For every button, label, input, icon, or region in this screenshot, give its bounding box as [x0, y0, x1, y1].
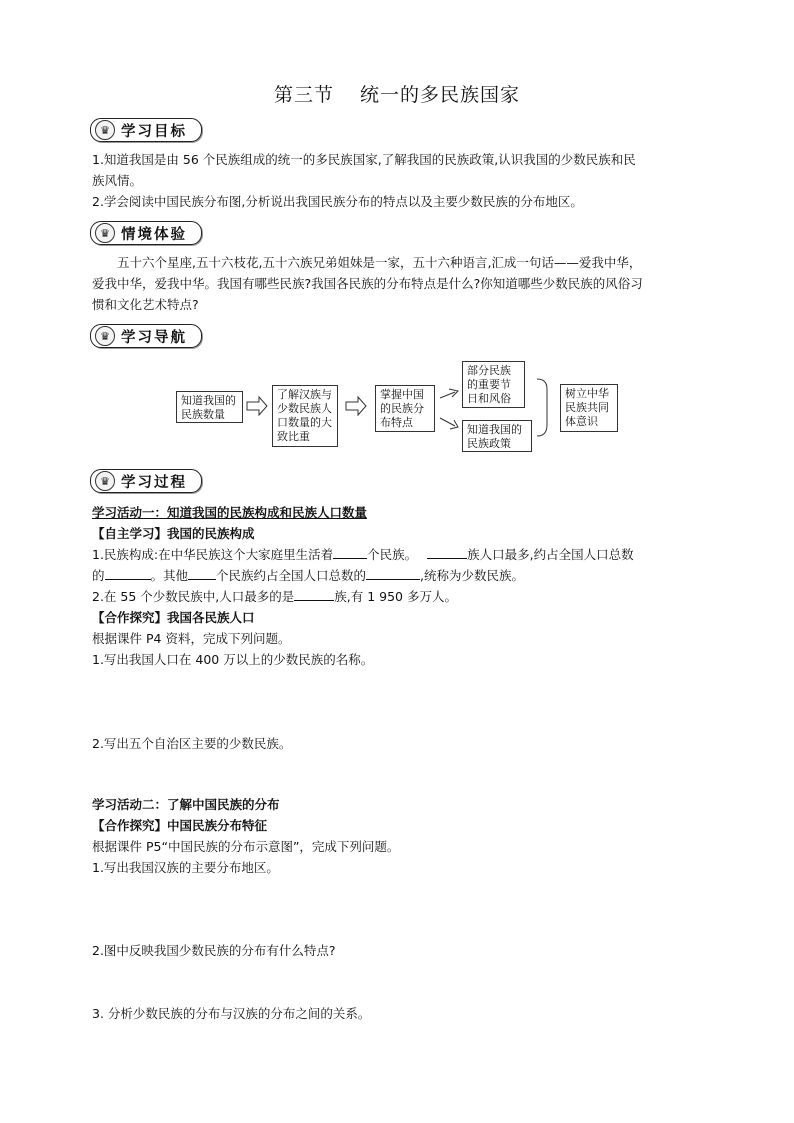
book-icon: ♛ — [95, 223, 115, 243]
goal-item-1-cont: 族风情。 — [92, 173, 143, 188]
answer-blank[interactable] — [427, 546, 467, 559]
answer-blank[interactable] — [333, 546, 367, 559]
activity2-intro: 根据课件 P5“中国民族的分布示意图”，完成下列问题。 — [92, 839, 400, 854]
flow-box-6: 树立中华民族共同体意识 — [560, 384, 618, 432]
scenario-line: 五十六个星座,五十六枝花,五十六族兄弟姐妹是一家，五十六种语言,汇成一句话——爱我中华， — [117, 255, 642, 270]
section-label: 学习导航 — [121, 329, 187, 346]
activity1-question-1: 1.写出我国人口在 400 万以上的少数民族的名称。 — [92, 652, 374, 667]
section-badge-process — [90, 469, 202, 493]
arrow-down-line — [440, 418, 455, 426]
arrow-up-line — [440, 392, 455, 398]
scenario-line: 爱我中华，爱我中华。我国有哪些民族?我国各民族的分布特点是什么?你知道哪些少数民族的风俗习 — [92, 276, 643, 291]
section-label: 情境体验 — [121, 226, 187, 243]
flow-box-5: 知道我国的民族政策 — [462, 420, 532, 452]
flow-box-2: 了解汉族与少数民族人口数量的大致比重 — [272, 385, 338, 447]
activity1-self-study-heading: 【自主学习】我国的民族构成 — [92, 526, 255, 541]
activity2-coop-heading: 【合作探究】中国民族分布特征 — [92, 818, 268, 833]
answer-blank[interactable] — [366, 567, 420, 580]
arrow-right-icon — [346, 397, 366, 415]
activity2-question-2: 2.图中反映我国少数民族的分布有什么特点? — [92, 943, 336, 958]
activity2-question-1: 1.写出我国汉族的主要分布地区。 — [92, 860, 279, 875]
activity1-heading: 学习活动一：知道我国的民族构成和民族人口数量 — [92, 505, 368, 520]
activity1-question-2: 2.写出五个自治区主要的少数民族。 — [92, 736, 292, 751]
section-label: 学习过程 — [121, 474, 187, 491]
goal-item-2: 2.学会阅读中国民族分布图,分析说出我国民族分布的特点以及主要少数民族的分布地区。 — [92, 194, 583, 209]
book-icon: ♛ — [95, 120, 115, 140]
question-1-line-2: 的 。其他 个民族约占全国人口总数的 ,统称为少数民族。 — [92, 568, 525, 583]
question-1-line-1: 1.民族构成:在中华民族这个大家庭里生活着 个民族。 族人口最多,约占全国人口总数 — [92, 547, 634, 562]
activity1-intro: 根据课件 P4 资料，完成下列问题。 — [92, 631, 291, 646]
answer-blank[interactable] — [294, 588, 334, 601]
answer-blank[interactable] — [105, 567, 151, 580]
activity2-question-3: 3. 分析少数民族的分布与汉族的分布之间的关系。 — [92, 1006, 371, 1021]
section-name: 统一的多民族国家 — [360, 84, 521, 106]
question-2: 2.在 55 个少数民族中,人口最多的是 族,有 1 950 多万人。 — [92, 589, 457, 604]
flow-bracket — [537, 379, 547, 436]
book-icon: ♛ — [95, 471, 115, 491]
flow-box-3: 掌握中国的民族分布特点 — [375, 385, 435, 432]
answer-blank[interactable] — [188, 567, 216, 580]
book-icon: ♛ — [95, 326, 115, 346]
section-label: 学习目标 — [121, 123, 187, 140]
activity2-heading: 学习活动二：了解中国民族的分布 — [92, 797, 280, 812]
activity1-coop-heading: 【合作探究】我国各民族人口 — [92, 610, 255, 625]
goal-item-1: 1.知道我国是由 56 个民族组成的统一的多民族国家,了解我国的民族政策,认识我国的少数民族和民 — [92, 152, 636, 167]
scenario-line: 惯和文化艺术特点? — [92, 297, 199, 312]
arrow-right-icon — [247, 397, 267, 415]
flow-box-1: 知道我国的民族数量 — [176, 391, 243, 423]
flow-box-4: 部分民族的重要节日和风俗 — [462, 361, 525, 408]
section-number: 第三节 — [273, 84, 334, 106]
